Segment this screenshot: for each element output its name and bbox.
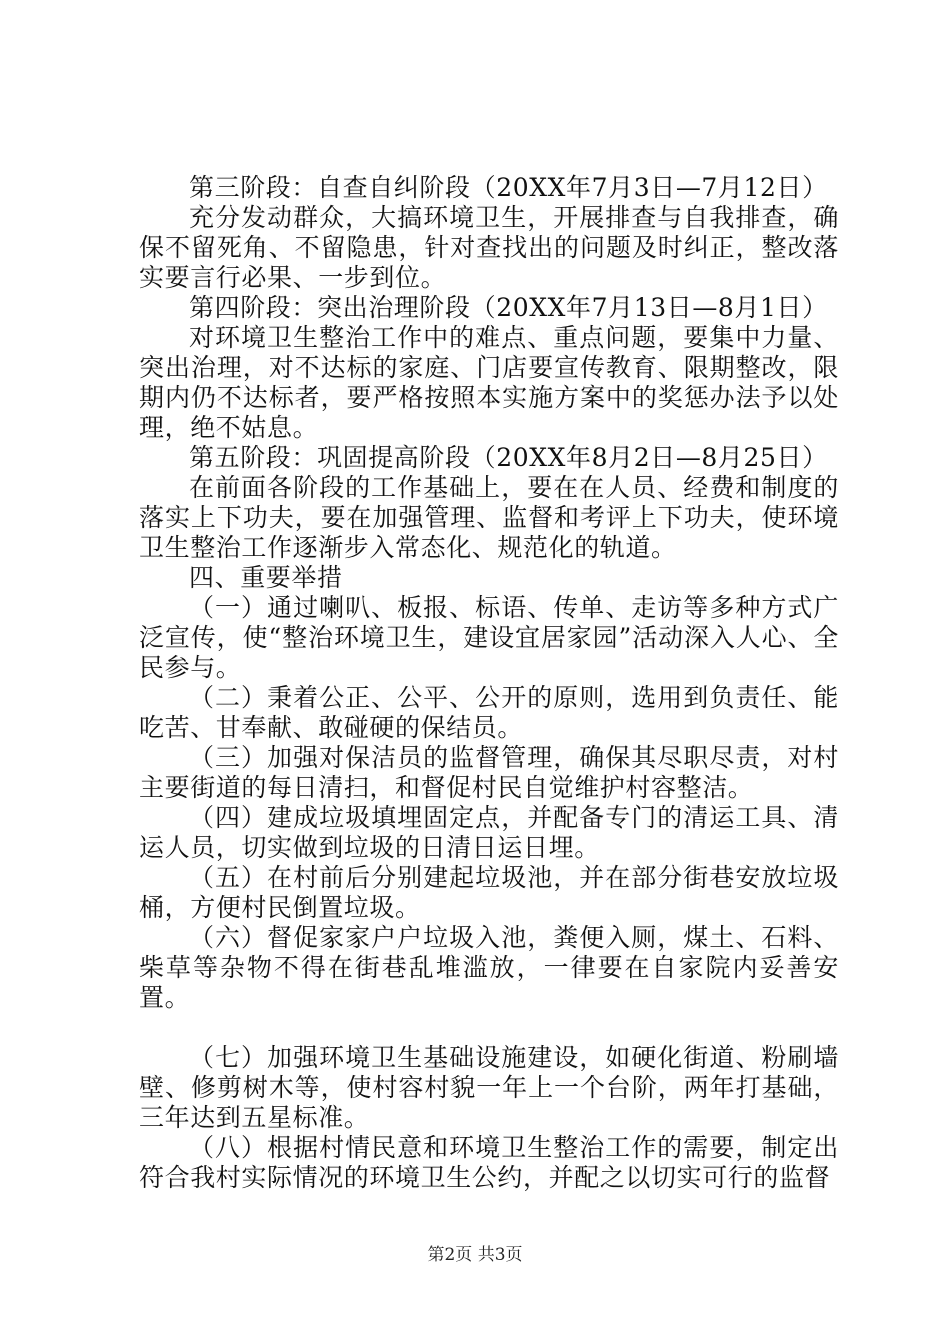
paragraph-stage-four-heading: 第四阶段：突出治理阶段（20XX年7月13日—8月1日） <box>189 293 828 322</box>
measure-item-6: （六）督促家家户户垃圾入池，粪便入厕，煤土、石料、柴草等杂物不得在街巷乱堆滥放，一律要在自家院内妥善安置。 <box>139 923 839 1012</box>
measure-item-2: （二）秉着公正、公平、公开的原则，选用到负责任、能吃苦、甘奉献、敢碰硬的保结员。 <box>139 683 839 742</box>
measure-item-8: （八）根据村情民意和环境卫生整治工作的需要，制定出符合我村实际情况的环境卫生公约，并配之以切实可行的监督 <box>139 1133 839 1192</box>
paragraph-stage-four-body: 对环境卫生整治工作中的难点、重点问题，要集中力量、突出治理，对不达标的家庭、门店要宣传教育、限期整改，限期内仍不达标者，要严格按照本实施方案中的奖惩办法予以处理，绝不姑息。 <box>139 323 839 442</box>
paragraph-stage-three-body: 充分发动群众，大搞环境卫生，开展排查与自我排查，确保不留死角、不留隐患，针对查找出的问题及时纠正，整改落实要言行必果、一步到位。 <box>139 203 839 292</box>
paragraph-stage-five-heading: 第五阶段：巩固提高阶段（20XX年8月2日—8月25日） <box>189 443 828 472</box>
page-number-footer: 第2页 共3页 <box>427 1245 523 1265</box>
measure-item-1: （一）通过喇叭、板报、标语、传单、走访等多种方式广泛宣传，使“整治环境卫生，建设宜居家园”活动深入人心、全民参与。 <box>139 593 839 682</box>
section-heading-measures: 四、重要举措 <box>189 563 343 592</box>
document-body <box>139 173 839 1193</box>
paragraph-stage-three-heading: 第三阶段：自查自纠阶段（20XX年7月3日—7月12日） <box>189 173 828 202</box>
paragraph-stage-five-body: 在前面各阶段的工作基础上，要在在人员、经费和制度的落实上下功夫，要在加强管理、监督和考评上下功夫，使环境卫生整治工作逐渐步入常态化、规范化的轨道。 <box>139 473 839 562</box>
measure-item-7: （七）加强环境卫生基础设施建设，如硬化街道、粉刷墙壁、修剪树木等，使村容村貌一年上一个台阶，两年打基础，三年达到五星标准。 <box>139 1043 839 1132</box>
measure-item-3: （三）加强对保洁员的监督管理，确保其尽职尽责，对村主要街道的每日清扫，和督促村民自觉维护村容整洁。 <box>139 743 839 802</box>
measure-item-5: （五）在村前后分别建起垃圾池，并在部分街巷安放垃圾桶，方便村民倒置垃圾。 <box>139 863 839 922</box>
measure-item-4: （四）建成垃圾填埋固定点，并配备专门的清运工具、清运人员，切实做到垃圾的日清日运日埋。 <box>139 803 839 862</box>
